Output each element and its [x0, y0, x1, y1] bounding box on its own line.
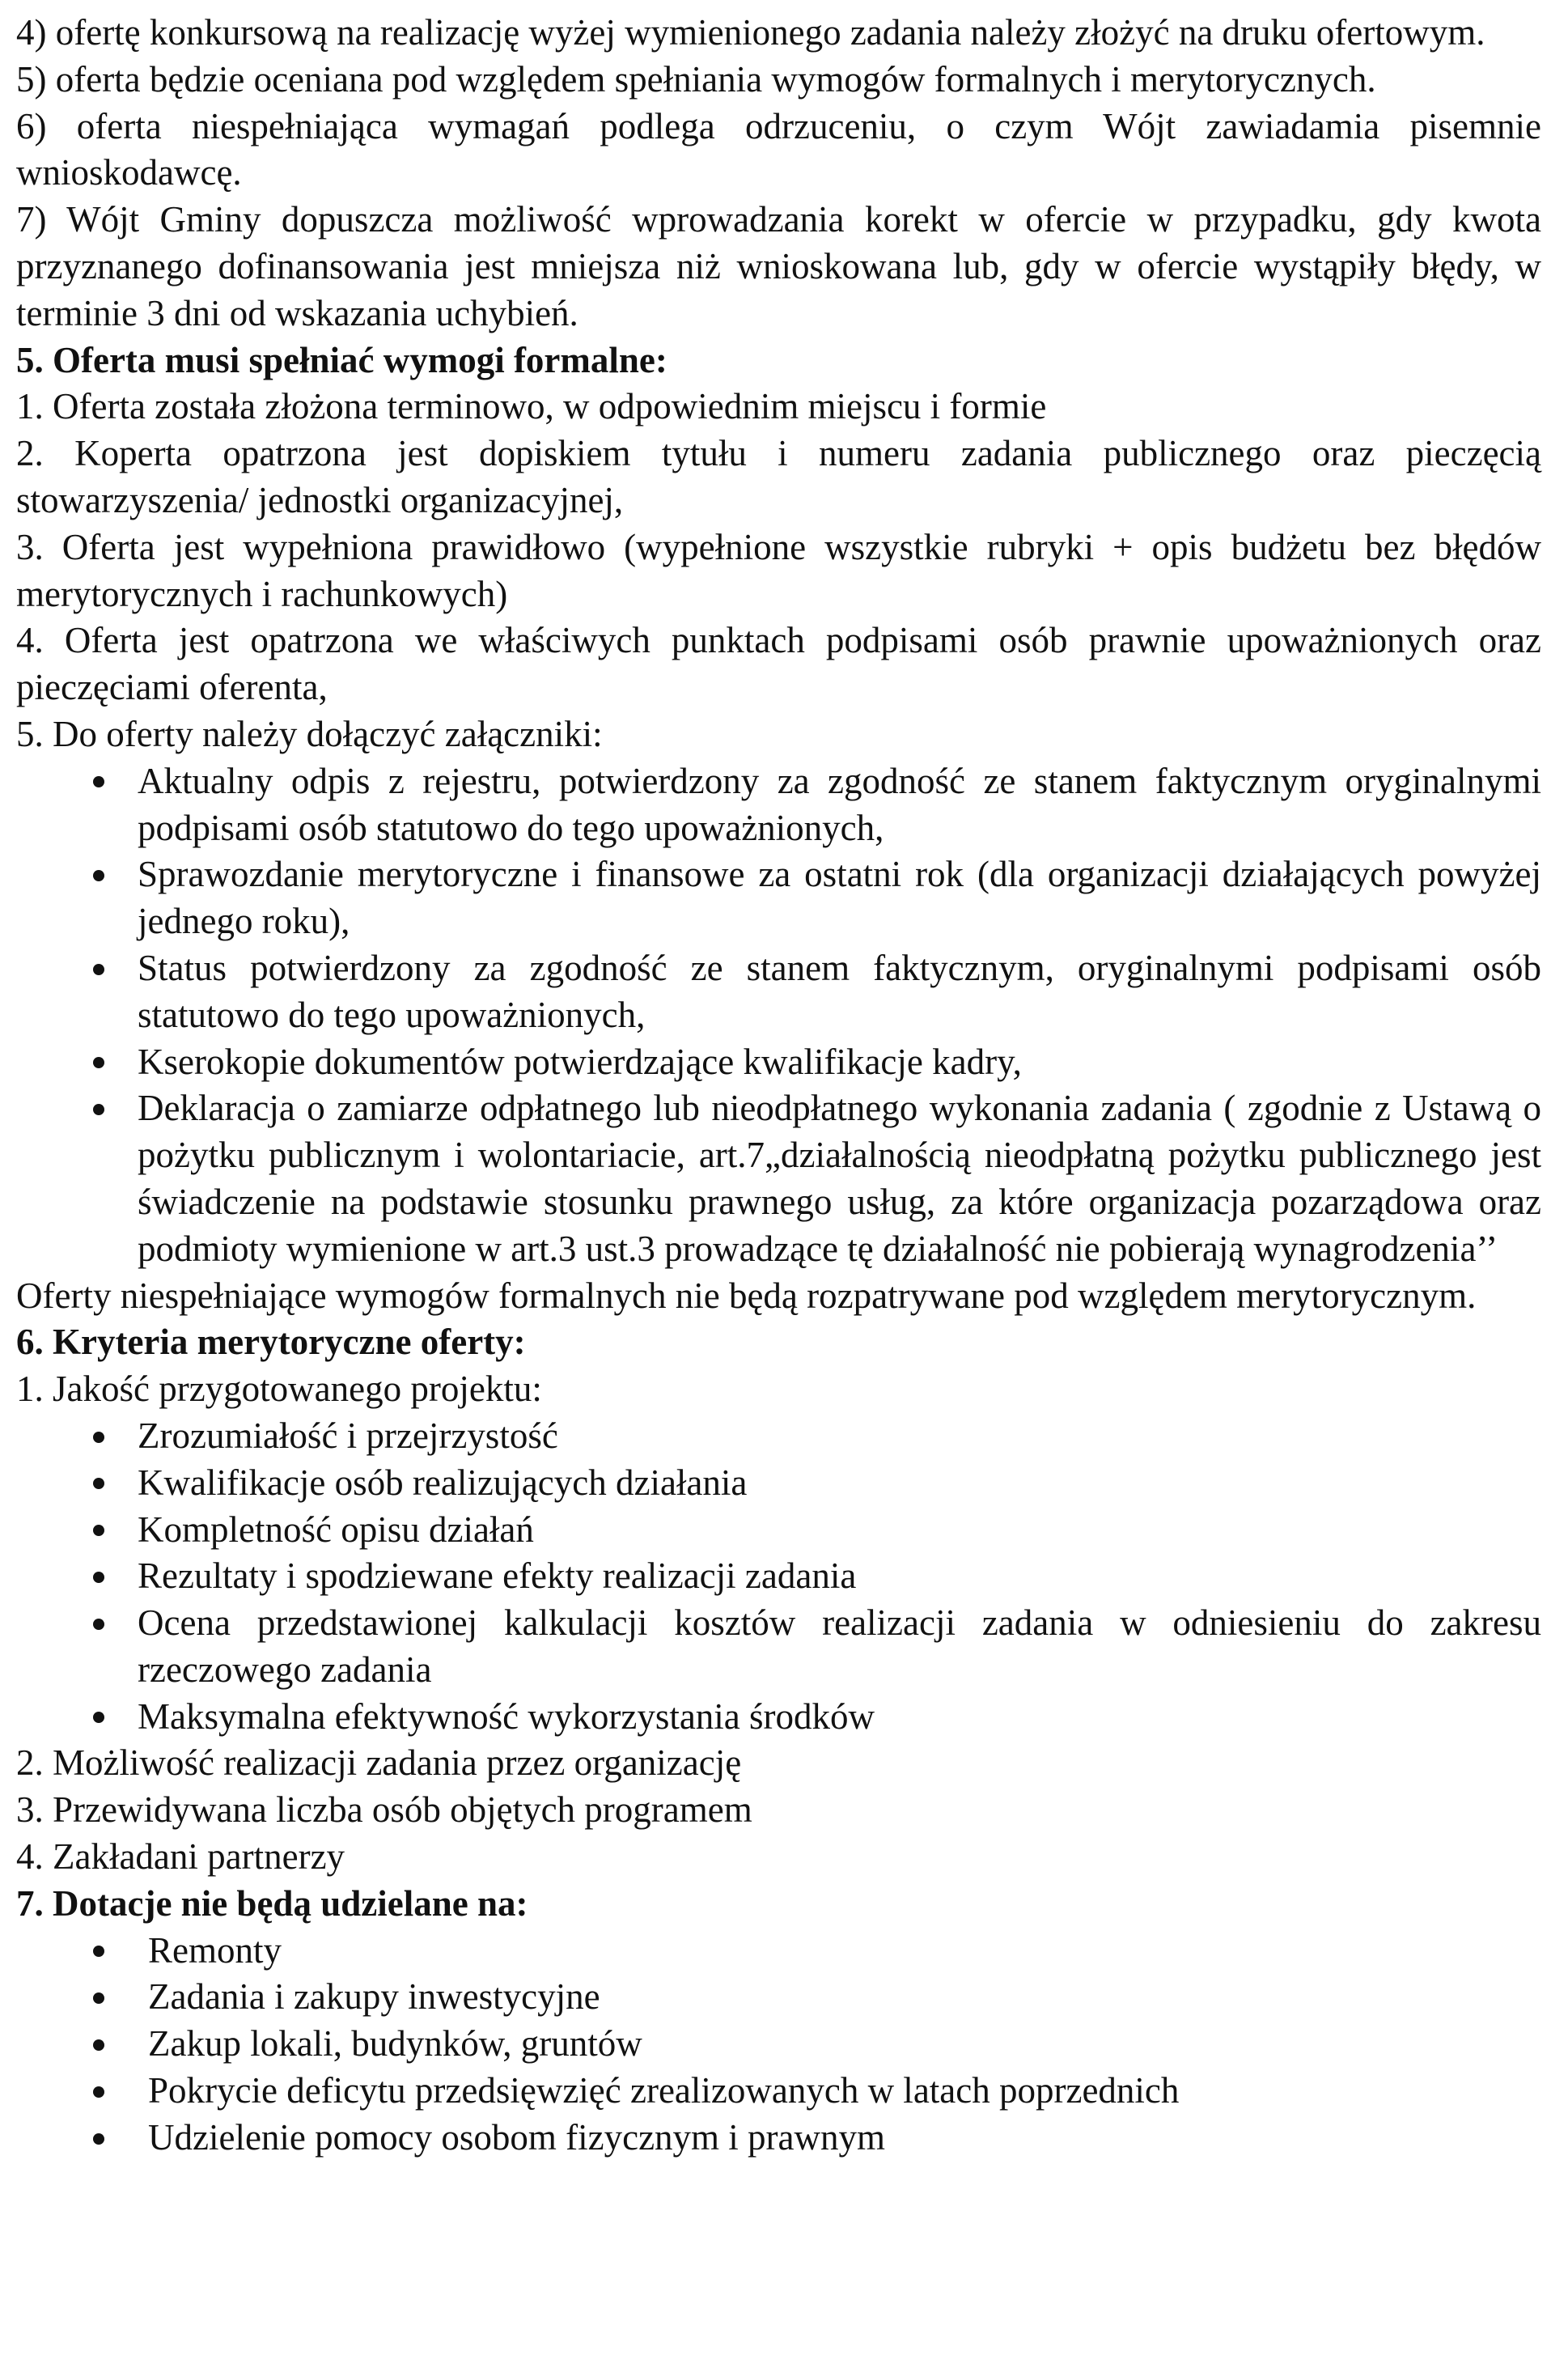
- excluded-costs-list: [16, 1928, 1541, 2162]
- list-item: [16, 1039, 1541, 1086]
- formal-closing-note: Oferty niespełniające wymogów formalnych nie będą rozpatrywane pod względem merytorycznym.: [16, 1275, 1477, 1316]
- intro-item-7: 7) Wójt Gminy dopuszcza możliwość wprowadzania korekt w ofercie w przypadku, gdy kwota przyznanego dofinansowania jest mniejsza niż wnioskowana lub, gdy w ofercie wystąpiły błędy, w terminie 3 dni od wskazania uchybień.: [16, 199, 1541, 333]
- list-item: [16, 1553, 1541, 1600]
- criterion-text: Ocena przedstawionej kalkulacji kosztów realizacji zadania w odniesieniu do zakresu rzeczowego zadania: [138, 1602, 1541, 1690]
- bullet-icon: [83, 1600, 115, 1647]
- criterion-text: Zrozumiałość i przejrzystość: [138, 1415, 558, 1456]
- bullet-icon: [83, 1974, 115, 2021]
- attachment-text: Aktualny odpis z rejestru, potwierdzony za zgodność ze stanem faktycznym oryginalnymi podpisami osób statutowo do tego upoważnionych,: [138, 760, 1541, 848]
- criteria-item-2: 2. Możliwość realizacji zadania przez organizację: [16, 1742, 742, 1784]
- excluded-cost-text: Zakup lokali, budynków, gruntów: [148, 2023, 642, 2065]
- bullet-icon: [83, 1039, 115, 1086]
- excluded-cost-text: Zadania i zakupy inwestycyjne: [148, 1976, 600, 2018]
- list-item: [16, 1928, 1541, 1975]
- bullet-icon: [83, 1553, 115, 1600]
- section-5-heading: 5. Oferta musi spełniać wymogi formalne:: [16, 339, 667, 380]
- list-item: [16, 2068, 1541, 2115]
- intro-item-5: 5) oferta będzie oceniana pod względem spełniania wymogów formalnych i merytorycznych.: [16, 58, 1376, 100]
- formal-requirement-4: 4. Oferta jest opatrzona we właściwych punktach podpisami osób prawnie upoważnionych oraz pieczęciami oferenta,: [16, 620, 1541, 708]
- quality-criteria-list: [16, 1413, 1541, 1741]
- list-item: [16, 2021, 1541, 2068]
- bullet-icon: [83, 758, 115, 805]
- list-item: [16, 1600, 1541, 1694]
- list-item: [16, 1460, 1541, 1507]
- attachments-list: [16, 758, 1541, 1273]
- list-item: [16, 1085, 1541, 1272]
- bullet-icon: [83, 1085, 115, 1132]
- criterion-text: Rezultaty i spodziewane efekty realizacji zadania: [138, 1555, 857, 1597]
- intro-item-6: 6) oferta niespełniająca wymagań podlega odrzuceniu, o czym Wójt zawiadamia pisemnie wnioskodawcę.: [16, 105, 1541, 193]
- list-item: [16, 1413, 1541, 1460]
- bullet-icon: [83, 2068, 115, 2115]
- attachment-text: Kserokopie dokumentów potwierdzające kwalifikacje kadry,: [138, 1041, 1022, 1082]
- section-7-heading: 7. Dotacje nie będą udzielane na:: [16, 1882, 528, 1924]
- list-item: [16, 758, 1541, 852]
- formal-requirement-3: 3. Oferta jest wypełniona prawidłowo (wypełnione wszystkie rubryki + opis budżetu bez błędów merytorycznych i rachunkowych): [16, 526, 1541, 614]
- criteria-item-3: 3. Przewidywana liczba osób objętych programem: [16, 1789, 752, 1831]
- criteria-item-4: 4. Zakładani partnerzy: [16, 1836, 345, 1878]
- bullet-icon: [83, 1413, 115, 1460]
- list-item: [16, 1694, 1541, 1741]
- intro-item-4: 4) ofertę konkursową na realizację wyżej wymienionego zadania należy złożyć na druku ofertowym.: [16, 12, 1485, 53]
- bullet-icon: [83, 1694, 115, 1741]
- bullet-icon: [83, 1928, 115, 1975]
- criterion-text: Kompletność opisu działań: [138, 1509, 534, 1550]
- formal-requirement-1: 1. Oferta została złożona terminowo, w odpowiednim miejscu i formie: [16, 386, 1047, 427]
- bullet-icon: [83, 945, 115, 992]
- list-item: [16, 851, 1541, 945]
- excluded-cost-text: Udzielenie pomocy osobom fizycznym i prawnym: [148, 2116, 886, 2158]
- bullet-icon: [83, 1460, 115, 1507]
- formal-requirement-2: 2. Koperta opatrzona jest dopiskiem tytułu i numeru zadania publicznego oraz pieczęcią stowarzyszenia/ jednostki organizacyjnej,: [16, 433, 1541, 520]
- formal-requirement-5: 5. Do oferty należy dołączyć załączniki:: [16, 713, 603, 754]
- list-item: [16, 2115, 1541, 2162]
- excluded-cost-text: Pokrycie deficytu przedsięwzięć zrealizowanych w latach poprzednich: [148, 2070, 1180, 2111]
- section-6-heading: 6. Kryteria merytoryczne oferty:: [16, 1322, 526, 1363]
- attachment-text: Sprawozdanie merytoryczne i finansowe za ostatni rok (dla organizacji działających powyżej jednego roku),: [138, 854, 1541, 942]
- bullet-icon: [83, 2115, 115, 2162]
- criteria-item-1: 1. Jakość przygotowanego projektu:: [16, 1369, 542, 1410]
- bullet-icon: [83, 2021, 115, 2068]
- bullet-icon: [83, 851, 115, 898]
- criterion-text: Kwalifikacje osób realizujących działania: [138, 1462, 748, 1503]
- excluded-cost-text: Remonty: [148, 1929, 282, 1971]
- attachment-text: Status potwierdzony za zgodność ze stanem faktycznym, oryginalnymi podpisami osób statutowo do tego upoważnionych,: [138, 947, 1541, 1035]
- list-item: [16, 1507, 1541, 1554]
- list-item: [16, 1974, 1541, 2021]
- bullet-icon: [83, 1507, 115, 1554]
- criterion-text: Maksymalna efektywność wykorzystania środków: [138, 1695, 875, 1737]
- list-item: [16, 945, 1541, 1039]
- attachment-text: Deklaracja o zamiarze odpłatnego lub nieodpłatnego wykonania zadania ( zgodnie z Ustawą o pożytku publicznym i wolontariacie, art.7„działalnością nieodpłatną pożytku publicznego jest świadczenie na podstawie stosunku prawnego usług, za które organizacja pozarządowa oraz podmioty wymienione w art.3 ust.3 prowadzące tę działalność nie pobierają wynagrodzenia’’: [138, 1088, 1541, 1269]
